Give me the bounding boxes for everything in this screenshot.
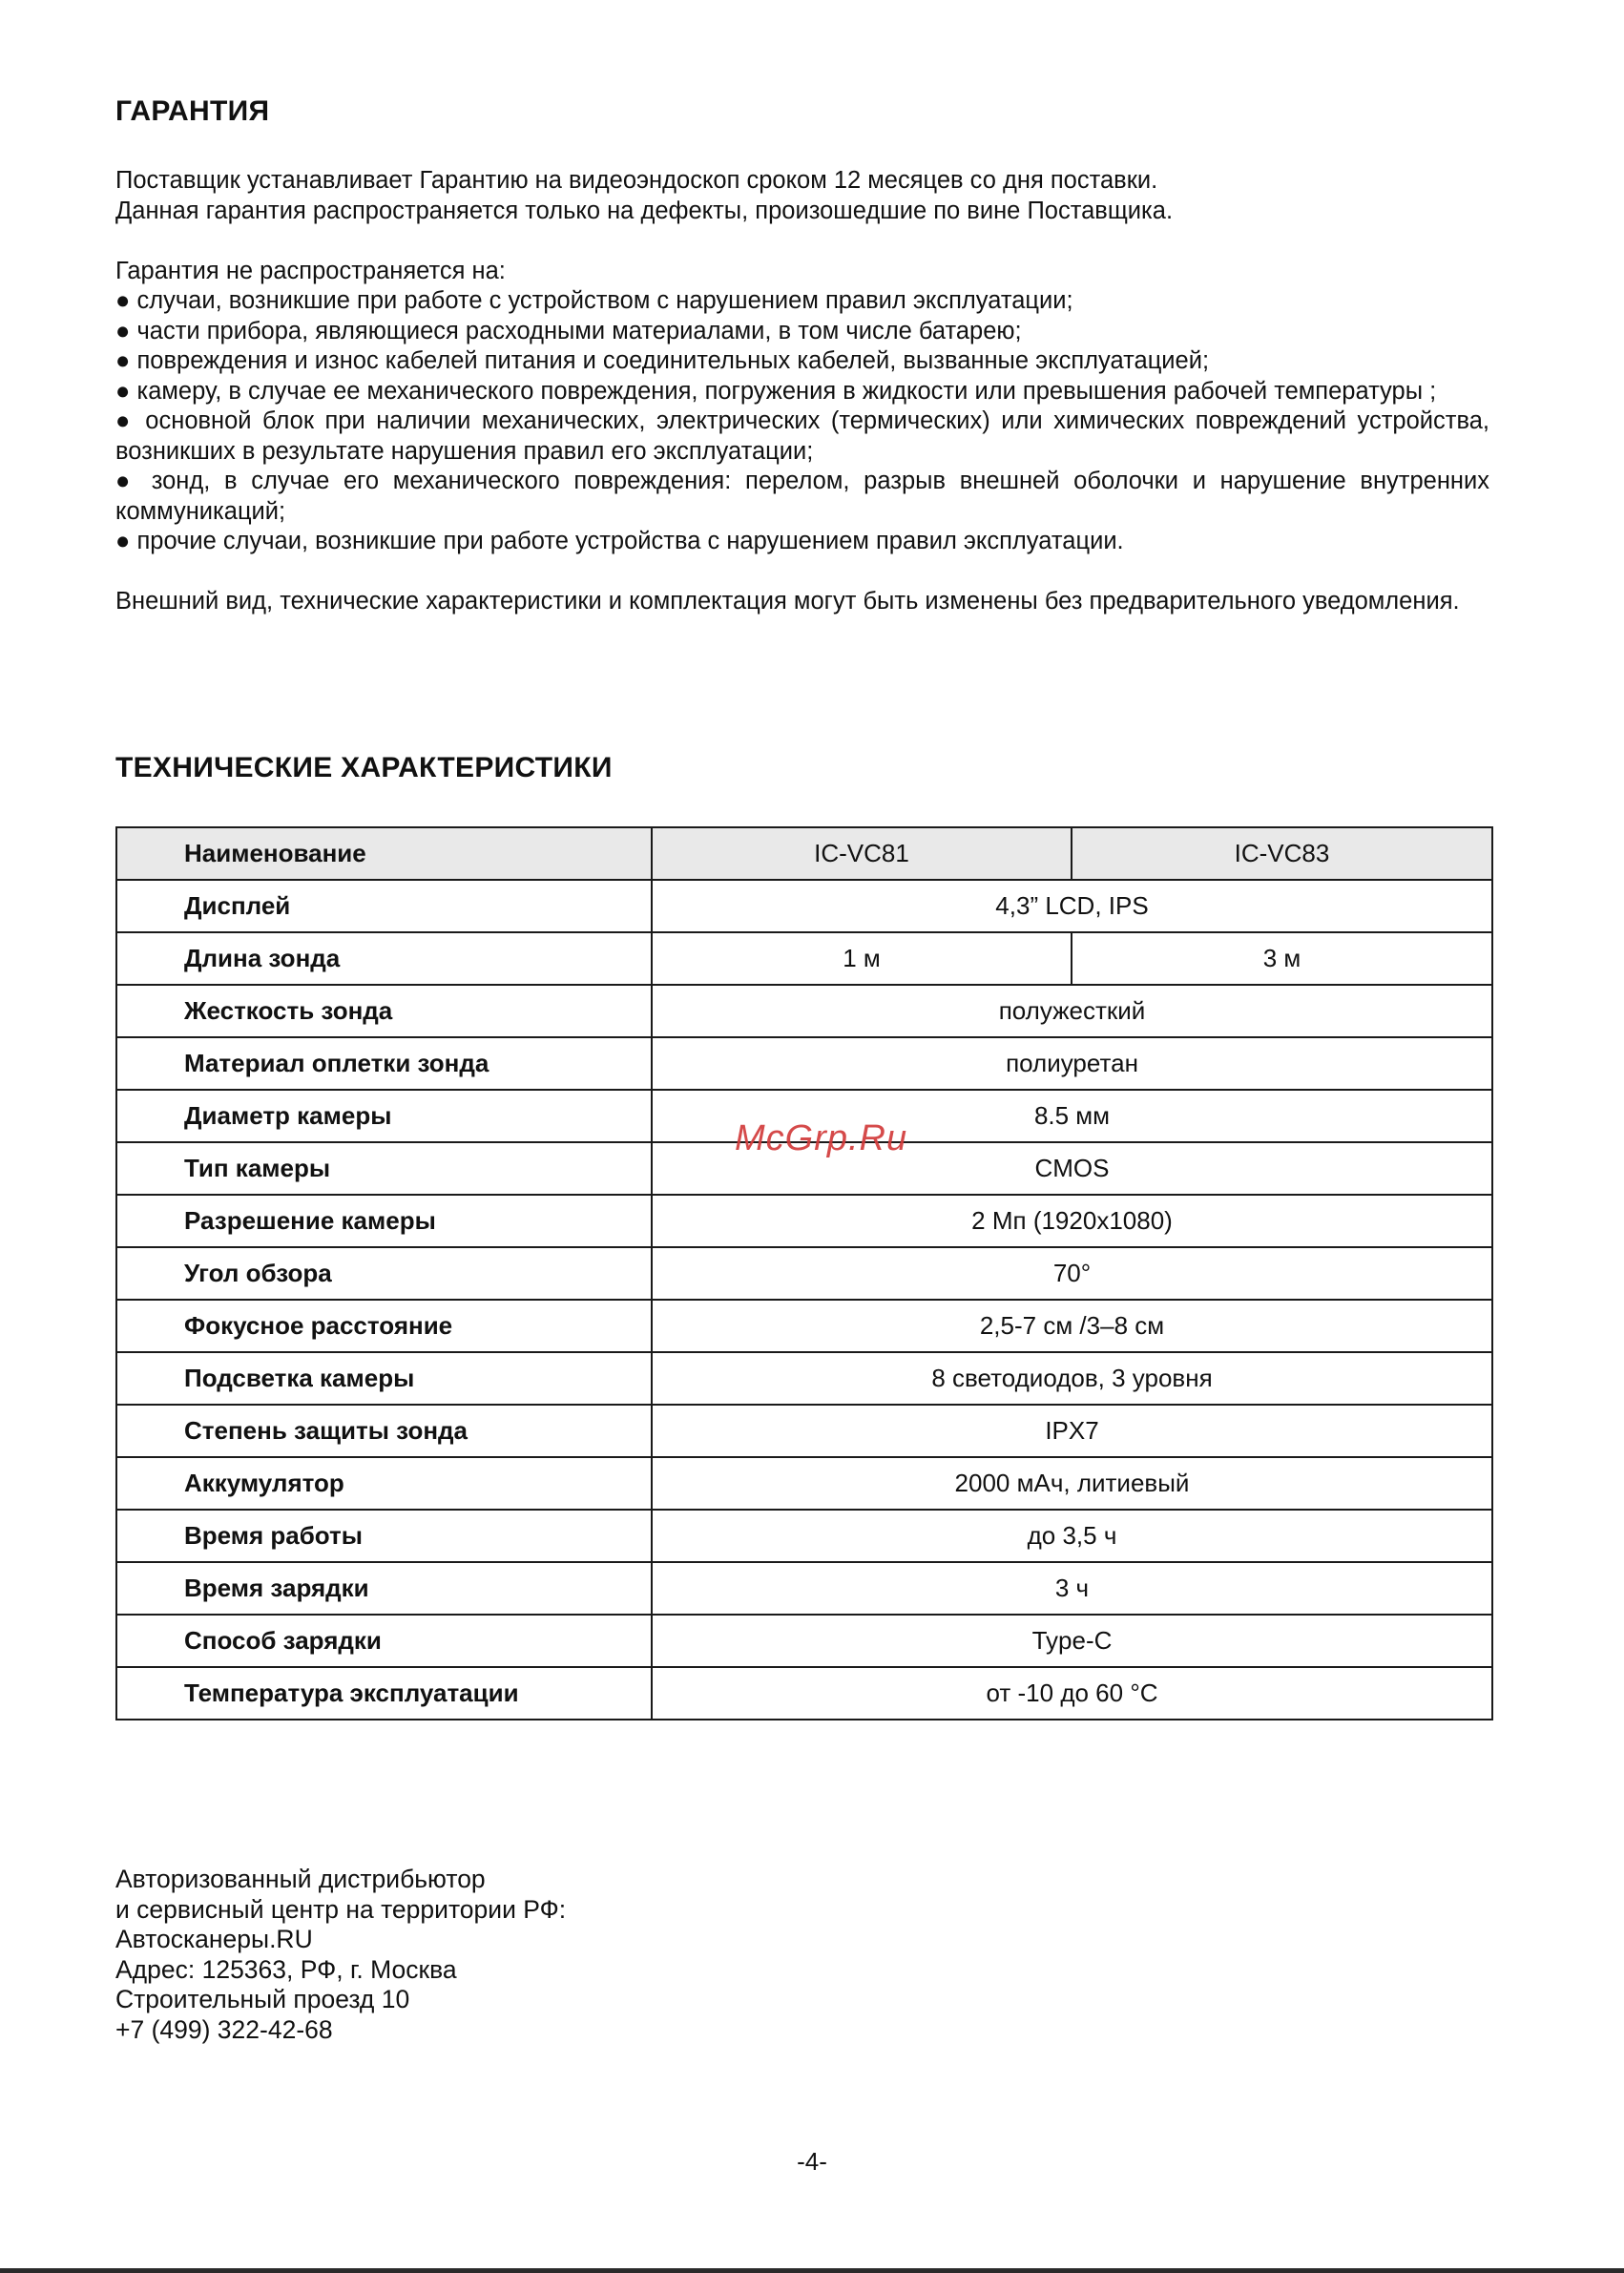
row-name: Материал оплетки зонда (116, 1037, 652, 1090)
exclusion-item: ● случаи, возникшие при работе с устройством с нарушением правил эксплуатации; (115, 287, 1073, 314)
row-value-model-1: 1 м (652, 932, 1072, 985)
distributor-street: Строительный проезд 10 (115, 1985, 410, 2013)
row-value: полужесткий (652, 985, 1492, 1037)
row-value: 2000 мАч, литиевый (652, 1457, 1492, 1510)
row-value: 70° (652, 1247, 1492, 1300)
row-name: Время зарядки (116, 1562, 652, 1615)
row-value: 8.5 мм (652, 1090, 1492, 1142)
table-row (116, 1037, 1492, 1090)
row-name: Аккумулятор (116, 1457, 652, 1510)
row-name: Длина зонда (116, 932, 652, 985)
warranty-intro-1: Поставщик устанавливает Гарантию на видеоэндоскоп сроком 12 месяцев со дня поставки. (115, 167, 1158, 194)
distributor-name: Автосканеры.RU (115, 1925, 313, 1953)
row-value: CMOS (652, 1142, 1492, 1195)
row-value: от -10 до 60 °С (652, 1667, 1492, 1720)
row-name: Тип камеры (116, 1142, 652, 1195)
table-row (116, 1247, 1492, 1300)
row-value-model-2: 3 м (1072, 932, 1492, 985)
table-row (116, 1510, 1492, 1562)
exclusion-item: ● повреждения и износ кабелей питания и соединительных кабелей, вызванные эксплуатацией; (115, 347, 1210, 374)
row-value: полиуретан (652, 1037, 1492, 1090)
table-row (116, 1405, 1492, 1457)
row-name: Диаметр камеры (116, 1090, 652, 1142)
row-value: 4,3” LCD, IPS (652, 880, 1492, 932)
table-row (116, 1300, 1492, 1352)
change-notice: Внешний вид, технические характеристики и комплектация могут быть изменены без предварительного уведомления. (115, 588, 1460, 615)
row-name: Фокусное расстояние (116, 1300, 652, 1352)
row-name: Разрешение камеры (116, 1195, 652, 1247)
specs-title: ТЕХНИЧЕСКИЕ ХАРАКТЕРИСТИКИ (115, 752, 613, 783)
exclusion-item: ● основной блок при наличии механических, электрических (термических) или химических повреждений устройства, возникших в результате нарушения правил его эксплуатации; (115, 407, 1489, 465)
row-name: Подсветка камеры (116, 1352, 652, 1405)
row-name: Дисплей (116, 880, 652, 932)
header-name: Наименование (116, 827, 652, 880)
row-value: IPX7 (652, 1405, 1492, 1457)
row-name: Температура эксплуатации (116, 1667, 652, 1720)
watermark: McGrp.Ru (735, 1118, 908, 1158)
distributor-line: Авторизованный дистрибьютор (115, 1865, 486, 1893)
table-row (116, 932, 1492, 985)
row-value: Type-C (652, 1615, 1492, 1667)
page-number: -4- (797, 2147, 827, 2176)
table-row (116, 1615, 1492, 1667)
warranty-text (115, 166, 1489, 617)
row-name: Время работы (116, 1510, 652, 1562)
exclusion-item: ● прочие случаи, возникшие при работе устройства с нарушением правил эксплуатации. (115, 528, 1124, 554)
distributor-phone: +7 (499) 322-42-68 (115, 2014, 333, 2044)
exclusion-item: ● камеру, в случае ее механического повреждения, погружения в жидкости или превышения рабочей температуры ; (115, 377, 1437, 405)
distributor-info (115, 1865, 566, 2045)
row-name: Жесткость зонда (116, 985, 652, 1037)
bottom-divider (0, 2268, 1624, 2273)
table-row (116, 1195, 1492, 1247)
distributor-address: Адрес: 125363, РФ, г. Москва (115, 1954, 457, 1984)
exclusion-item: ● части прибора, являющиеся расходными материалами, в том числе батарею; (115, 317, 1022, 344)
row-name: Степень защиты зонда (116, 1405, 652, 1457)
table-row (116, 880, 1492, 932)
exclusions-heading: Гарантия не распространяется на: (115, 257, 506, 284)
table-row (116, 1352, 1492, 1405)
header-model-1: IC-VC81 (652, 827, 1072, 880)
specs-header-row (116, 827, 1492, 880)
row-name: Способ зарядки (116, 1615, 652, 1667)
distributor-line: и сервисный центр на территории РФ: (115, 1894, 567, 1924)
row-value: 3 ч (652, 1562, 1492, 1615)
exclusion-item: ● зонд, в случае его механического повреждения: перелом, разрыв внешней оболочки и нарушение внутренних коммуникаций; (115, 468, 1489, 525)
row-value: до 3,5 ч (652, 1510, 1492, 1562)
row-value: 2,5-7 см /3–8 см (652, 1300, 1492, 1352)
row-value: 8 светодиодов, 3 уровня (652, 1352, 1492, 1405)
warranty-intro-2: Данная гарантия распространяется только на дефекты, произошедшие по вине Поставщика. (115, 197, 1174, 224)
table-row (116, 1457, 1492, 1510)
table-row (116, 985, 1492, 1037)
table-row (116, 1667, 1492, 1720)
header-model-2: IC-VC83 (1072, 827, 1492, 880)
row-name: Угол обзора (116, 1247, 652, 1300)
table-row (116, 1562, 1492, 1615)
specs-table (115, 826, 1493, 1720)
row-value: 2 Мп (1920х1080) (652, 1195, 1492, 1247)
warranty-title: ГАРАНТИЯ (115, 95, 270, 127)
